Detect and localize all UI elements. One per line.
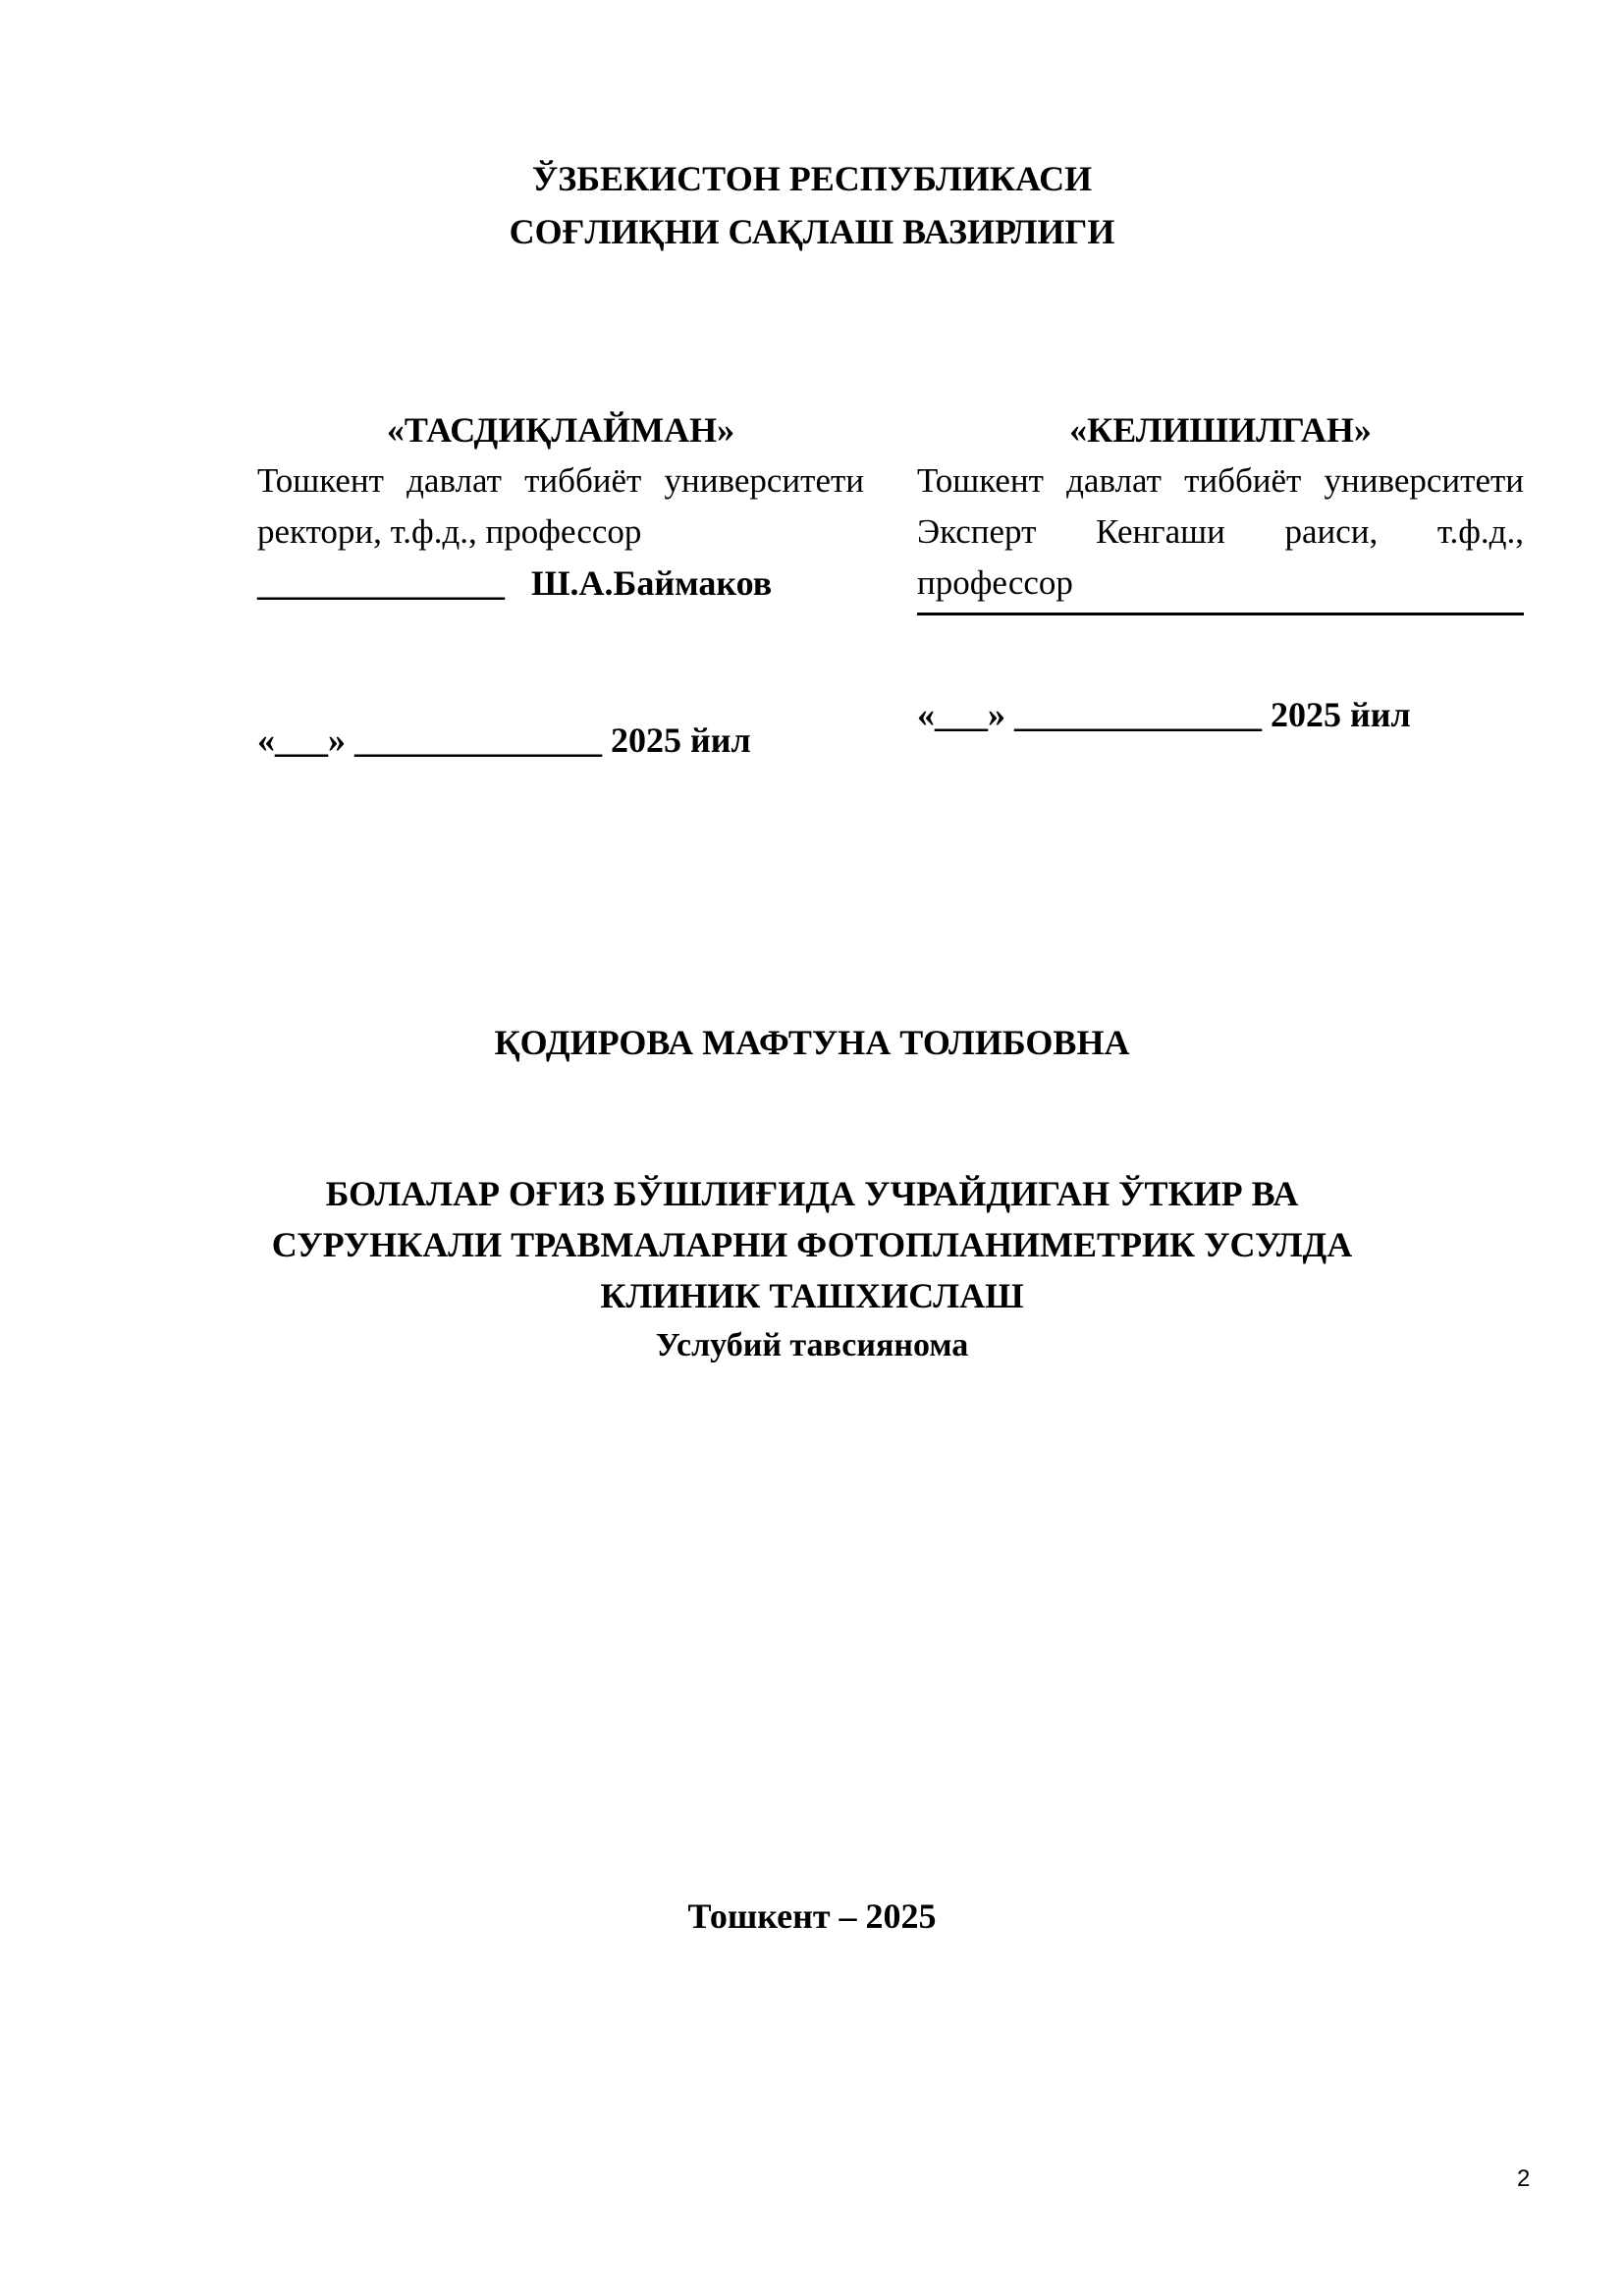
ministry-header-line2: СОҒЛИҚНИ САҚЛАШ ВАЗИРЛИГИ bbox=[509, 212, 1115, 251]
document-title-line1: БОЛАЛАР ОҒИЗ БЎШЛИҒИДА УЧРАЙДИГАН ЎТКИР ВА bbox=[325, 1174, 1299, 1213]
agreement-block bbox=[917, 404, 1524, 615]
agreement-heading: «КЕЛИШИЛГАН» bbox=[1069, 410, 1372, 450]
approval-date-line: «___» ______________ 2025 йил bbox=[257, 721, 751, 760]
document-title bbox=[0, 1168, 1624, 1321]
approval-heading: «ТАСДИҚЛАЙМАН» bbox=[386, 410, 735, 450]
city-year: Тошкент – 2025 bbox=[687, 1896, 937, 1936]
approval-body: Тошкент давлат тиббиёт университети ректори, т.ф.д., профессор bbox=[257, 461, 864, 551]
document-title-line3: КЛИНИК ТАШХИСЛАШ bbox=[600, 1276, 1024, 1315]
approval-block bbox=[257, 404, 864, 609]
agreement-body: Тошкент давлат тиббиёт университети Эксперт Кенгаши раиси, т.ф.д., профессор bbox=[917, 455, 1524, 615]
document-subtitle: Услубий тавсиянома bbox=[655, 1327, 969, 1363]
ministry-header-line1: ЎЗБЕКИСТОН РЕСПУБЛИКАСИ bbox=[531, 159, 1093, 198]
ministry-header bbox=[0, 152, 1624, 258]
author-name: ҚОДИРОВА МАФТУНА ТОЛИБОВНА bbox=[494, 1023, 1130, 1062]
signature-blank-line: ______________ bbox=[257, 563, 505, 603]
approval-signature-row bbox=[257, 558, 864, 609]
document-title-line2: СУРУНКАЛИ ТРАВМАЛАРНИ ФОТОПЛАНИМЕТРИК УСУЛДА bbox=[271, 1225, 1353, 1264]
page-number: 2 bbox=[1517, 2165, 1531, 2192]
signatory-name: Ш.А.Баймаков bbox=[531, 563, 773, 603]
agreement-date-line: «___» ______________ 2025 йил bbox=[917, 695, 1411, 734]
